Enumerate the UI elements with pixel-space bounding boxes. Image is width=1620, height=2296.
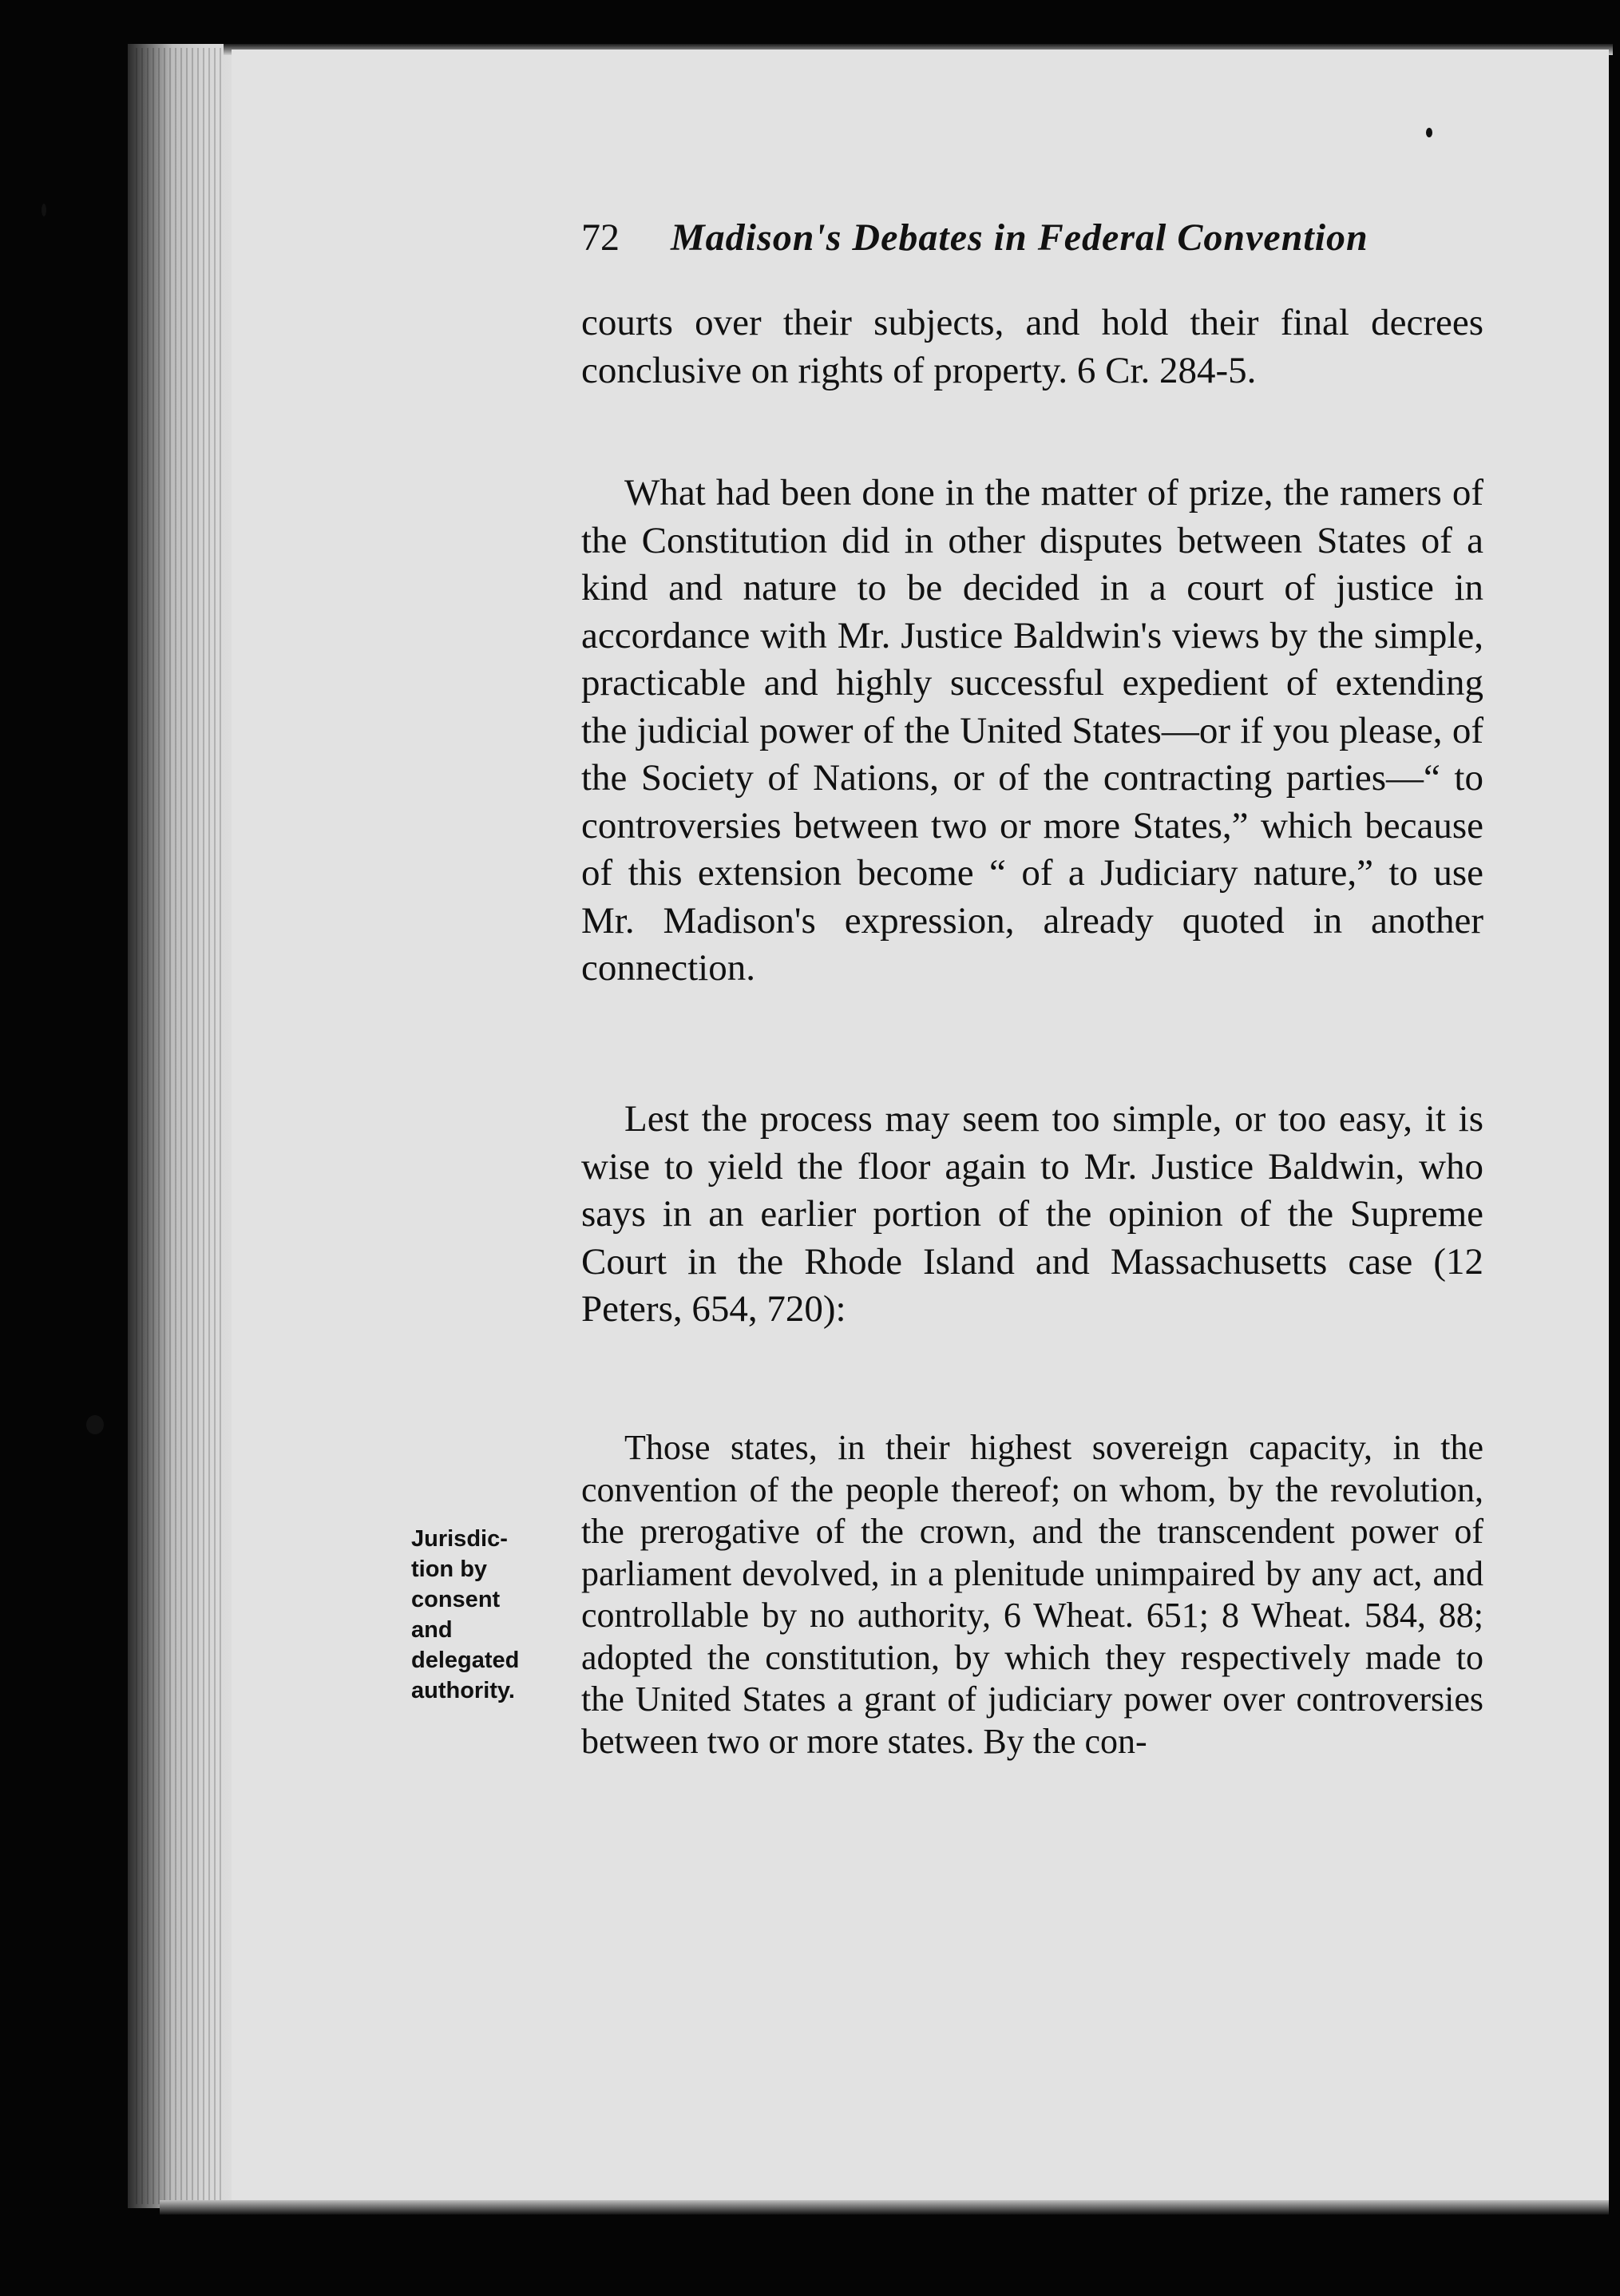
page-bottom-shadow — [160, 2200, 1609, 2215]
scan-speck — [42, 204, 46, 216]
book-title: Madison's Debates in Federal Convention — [671, 216, 1368, 259]
page-number: 72 — [581, 216, 620, 259]
block-quote: Those states, in their highest sovereign capacity, in the convention of the people thereof; on whom, by the revolution, the prerogative of the crown, and the transcendent power of parliament devolved, in a plenitude unimpaired by any act, and controllable by no authority, 6 Wheat. 651; 8 Wheat. 584, 88; adopted the constitution, by which they respectively made to the United States a grant of judiciary power over controversies between two or more states. By the con- — [581, 1428, 1483, 1761]
paragraph-baldwin-intro: Lest the process may seem too simple, or too easy, it is wise to yield the floor again to Mr. Justice Baldwin, who says in an earlier portion of the opinion of the Supreme Court in the Rhode Island and Massachusetts case (12 Peters, 654, 720): — [581, 1098, 1483, 1330]
running-head — [581, 216, 1460, 272]
page-stack-lines — [136, 48, 224, 2204]
paragraph-prize-disputes: What had been done in the matter of prize, the ramers of the Constitution did in other disputes between States of a kind and nature to be decided in a court of justice in accordance with Mr. Justice Baldwin's views by the simple, practicable and highly successful expedient of extending the judicial power of the United States—or if you please, of the Society of Nations, or of the contracting parties—“ to controversies between two or more States,” which because of this extension become “ of a Judiciary nature,” to use Mr. Madison's expression, already quoted in another connection. — [581, 472, 1483, 989]
scan-speck — [1426, 128, 1432, 137]
paragraph-continuation: courts over their subjects, and hold their final decrees conclusive on rights of property. 6 Cr. 284-5. — [581, 302, 1483, 391]
margin-note: Jurisdic- tion by consent and delegated authority. — [411, 1526, 520, 1703]
scan-speck — [86, 1415, 104, 1434]
